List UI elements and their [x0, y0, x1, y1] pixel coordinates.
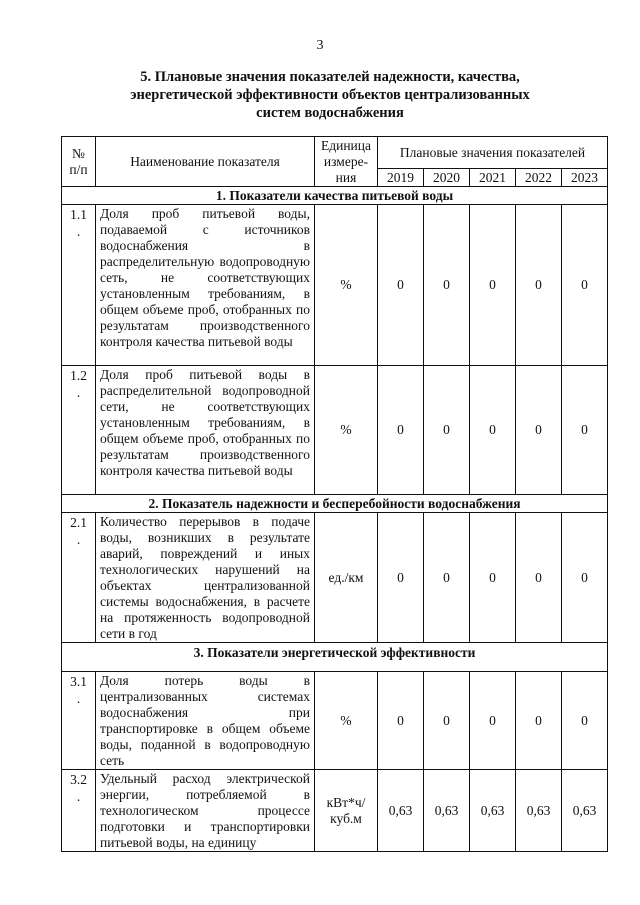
page-number: 3	[316, 38, 324, 53]
value-2021: 0	[470, 513, 516, 643]
indicator-name: Количество перерывов в подаче воды, возникших в результате аварий, повреждений и иных технологических нарушений на объектах централизованной системы водоснабжения, в расчете на протяженность водопроводной сети в год	[96, 513, 315, 643]
indicator-name: Удельный расход электрической энергии, потребляемой в технологическом процессе подготовки и транспортировки питьевой воды, на единицу	[96, 770, 315, 852]
heading-line-3: систем водоснабжения	[256, 105, 404, 121]
header-year: 2020	[424, 169, 470, 187]
row-number: 3.2 .	[62, 770, 96, 852]
value-2019: 0	[378, 513, 424, 643]
section-title: 2. Показатель надежности и бесперебойности водоснабжения	[62, 495, 608, 513]
value-2022: 0	[516, 513, 562, 643]
value-2019: 0	[378, 672, 424, 770]
section-title: 3. Показатели энергетической эффективности	[62, 643, 608, 672]
value-2023: 0,63	[562, 770, 608, 852]
header-plan: Плановые значения показателей	[378, 137, 608, 169]
table-row	[62, 770, 608, 852]
indicator-name: Доля проб питьевой воды, подаваемой с источников водоснабжения в распределительную водопроводную сеть, не соответствующих установленным требованиям, в общем объеме проб, отобранных по результатам производственного контроля качества питьевой воды	[96, 205, 315, 366]
row-number: 2.1 .	[62, 513, 96, 643]
value-2023: 0	[562, 672, 608, 770]
heading-line-2: энергетической эффективности объектов централизованных	[130, 87, 530, 103]
section-heading	[110, 68, 550, 122]
indicator-name: Доля потерь воды в централизованных системах водоснабжения при транспортировке в общем объеме воды, поданной в водопроводную сеть	[96, 672, 315, 770]
value-2020: 0	[424, 205, 470, 366]
header-num: № п/п	[62, 137, 96, 187]
row-number: 3.1 .	[62, 672, 96, 770]
row-number: 1.1 .	[62, 205, 96, 366]
value-2020: 0	[424, 672, 470, 770]
header-name: Наименование показателя	[96, 137, 315, 187]
unit: ед./км	[315, 513, 378, 643]
header-year: 2019	[378, 169, 424, 187]
unit: %	[315, 366, 378, 495]
value-2021: 0	[470, 205, 516, 366]
table-row	[62, 513, 608, 643]
heading-line-1: 5. Плановые значения показателей надежности, качества,	[140, 69, 520, 85]
row-number: 1.2 .	[62, 366, 96, 495]
value-2021: 0	[470, 672, 516, 770]
value-2020: 0,63	[424, 770, 470, 852]
value-2023: 0	[562, 513, 608, 643]
value-2019: 0	[378, 366, 424, 495]
value-2020: 0	[424, 366, 470, 495]
value-2019: 0,63	[378, 770, 424, 852]
value-2022: 0	[516, 672, 562, 770]
unit: кВт*ч/ куб.м	[315, 770, 378, 852]
table-row	[62, 672, 608, 770]
unit: %	[315, 672, 378, 770]
value-2023: 0	[562, 205, 608, 366]
value-2023: 0	[562, 366, 608, 495]
value-2019: 0	[378, 205, 424, 366]
header-year: 2021	[470, 169, 516, 187]
indicator-name: Доля проб питьевой воды в распределительной водопроводной сети, не соответствующих установленным требованиям, в общем объеме проб, отобранных по результатам производственного контроля качества питьевой воды	[96, 366, 315, 495]
value-2022: 0	[516, 205, 562, 366]
value-2022: 0	[516, 366, 562, 495]
header-year: 2022	[516, 169, 562, 187]
unit: %	[315, 205, 378, 366]
table-row	[62, 366, 608, 495]
value-2020: 0	[424, 513, 470, 643]
value-2021: 0	[470, 366, 516, 495]
value-2021: 0,63	[470, 770, 516, 852]
section-title: 1. Показатели качества питьевой воды	[62, 187, 608, 205]
indicators-table	[61, 136, 608, 852]
header-year: 2023	[562, 169, 608, 187]
value-2022: 0,63	[516, 770, 562, 852]
table-row	[62, 205, 608, 366]
header-unit: Единица измере- ния	[315, 137, 378, 187]
